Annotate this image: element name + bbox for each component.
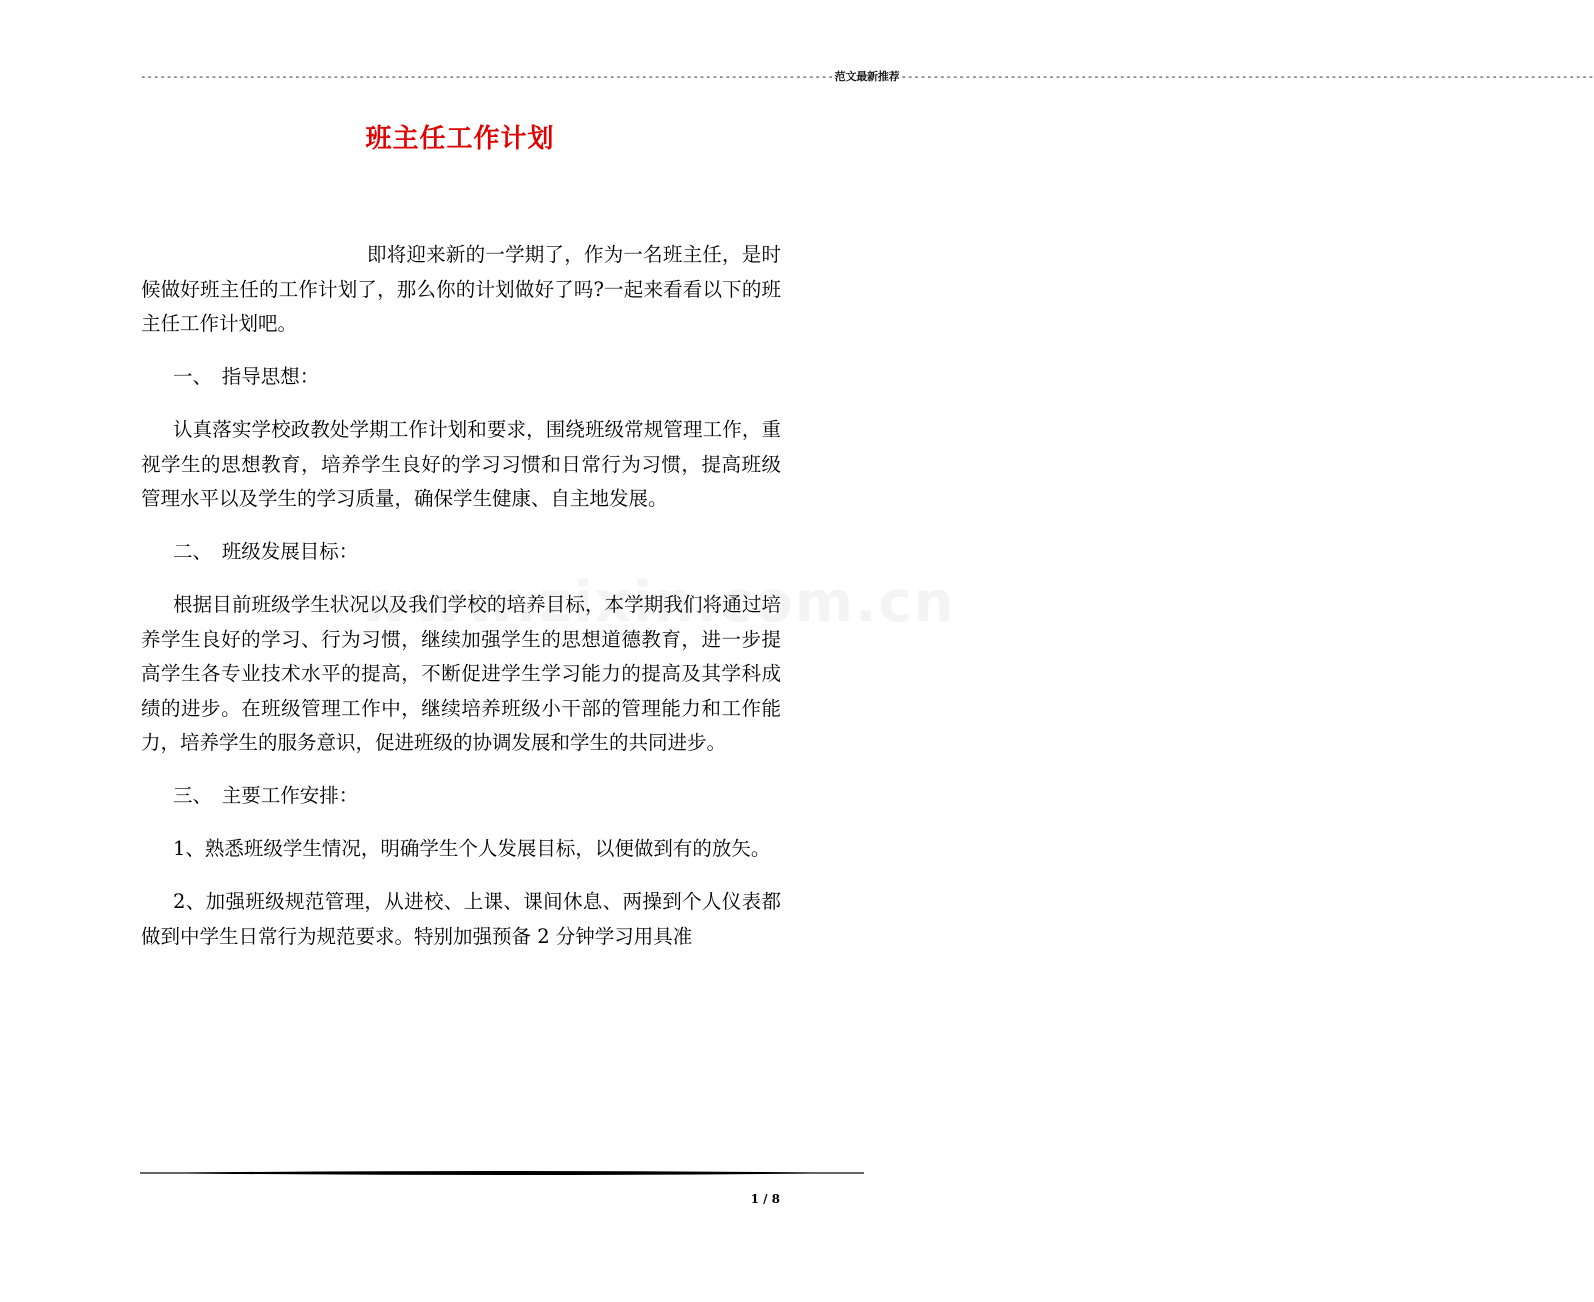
work-item-2: 2、加强班级规范管理，从进校、上课、课间休息、两操到个人仪表都做到中学生日常行为规范要求。特别加强预备 2 分钟学习用具准 [141,890,781,948]
header-dashes-right: ------------------------------------------------------------------------------------------------------------ [900,69,1594,83]
running-header [140,68,1594,84]
header-label: 范文最新推荐 [834,70,900,83]
paragraph-guiding-thought: 认真落实学校政教处学期工作计划和要求，围绕班级常规管理工作，重视学生的思想教育，培养学生良好的学习习惯和日常行为习惯，提高班级管理水平以及学生的学习质量，确保学生健康、自主地发展。 [141,418,781,510]
intro-paragraph: 即将迎来新的一学期了，作为一名班主任，是时候做好班主任的工作计划了，那么你的计划做好了吗?一起来看看以下的班主任工作计划吧。 [141,243,781,335]
header-dashes-left: ------------------------------------------------------------------------------------------------------------ [140,69,834,83]
document-body [141,238,781,973]
footer-rule [140,1170,864,1176]
document-title: 班主任工作计划 [365,124,555,154]
section-heading-main-work: 三、 主要工作安排： [173,784,359,807]
section-heading-guiding-thought: 一、 指导思想： [173,365,320,388]
section-heading-class-goals: 二、 班级发展目标： [173,540,359,563]
paragraph-class-goals: 根据目前班级学生状况以及我们学校的培养目标，本学期我们将通过培养学生良好的学习、行为习惯，继续加强学生的思想道德教育，进一步提高学生各专业技术水平的提高，不断促进学生学习能力的提高及其学科成绩的进步。在班级管理工作中，继续培养班级小干部的管理能力和工作能力，培养学生的服务意识，促进班级的协调发展和学生的共同进步。 [141,593,781,754]
work-item-1: 1、熟悉班级学生情况，明确学生个人发展目标，以便做到有的放矢。 [173,837,771,860]
page-number: 1 / 8 [750,1192,780,1206]
